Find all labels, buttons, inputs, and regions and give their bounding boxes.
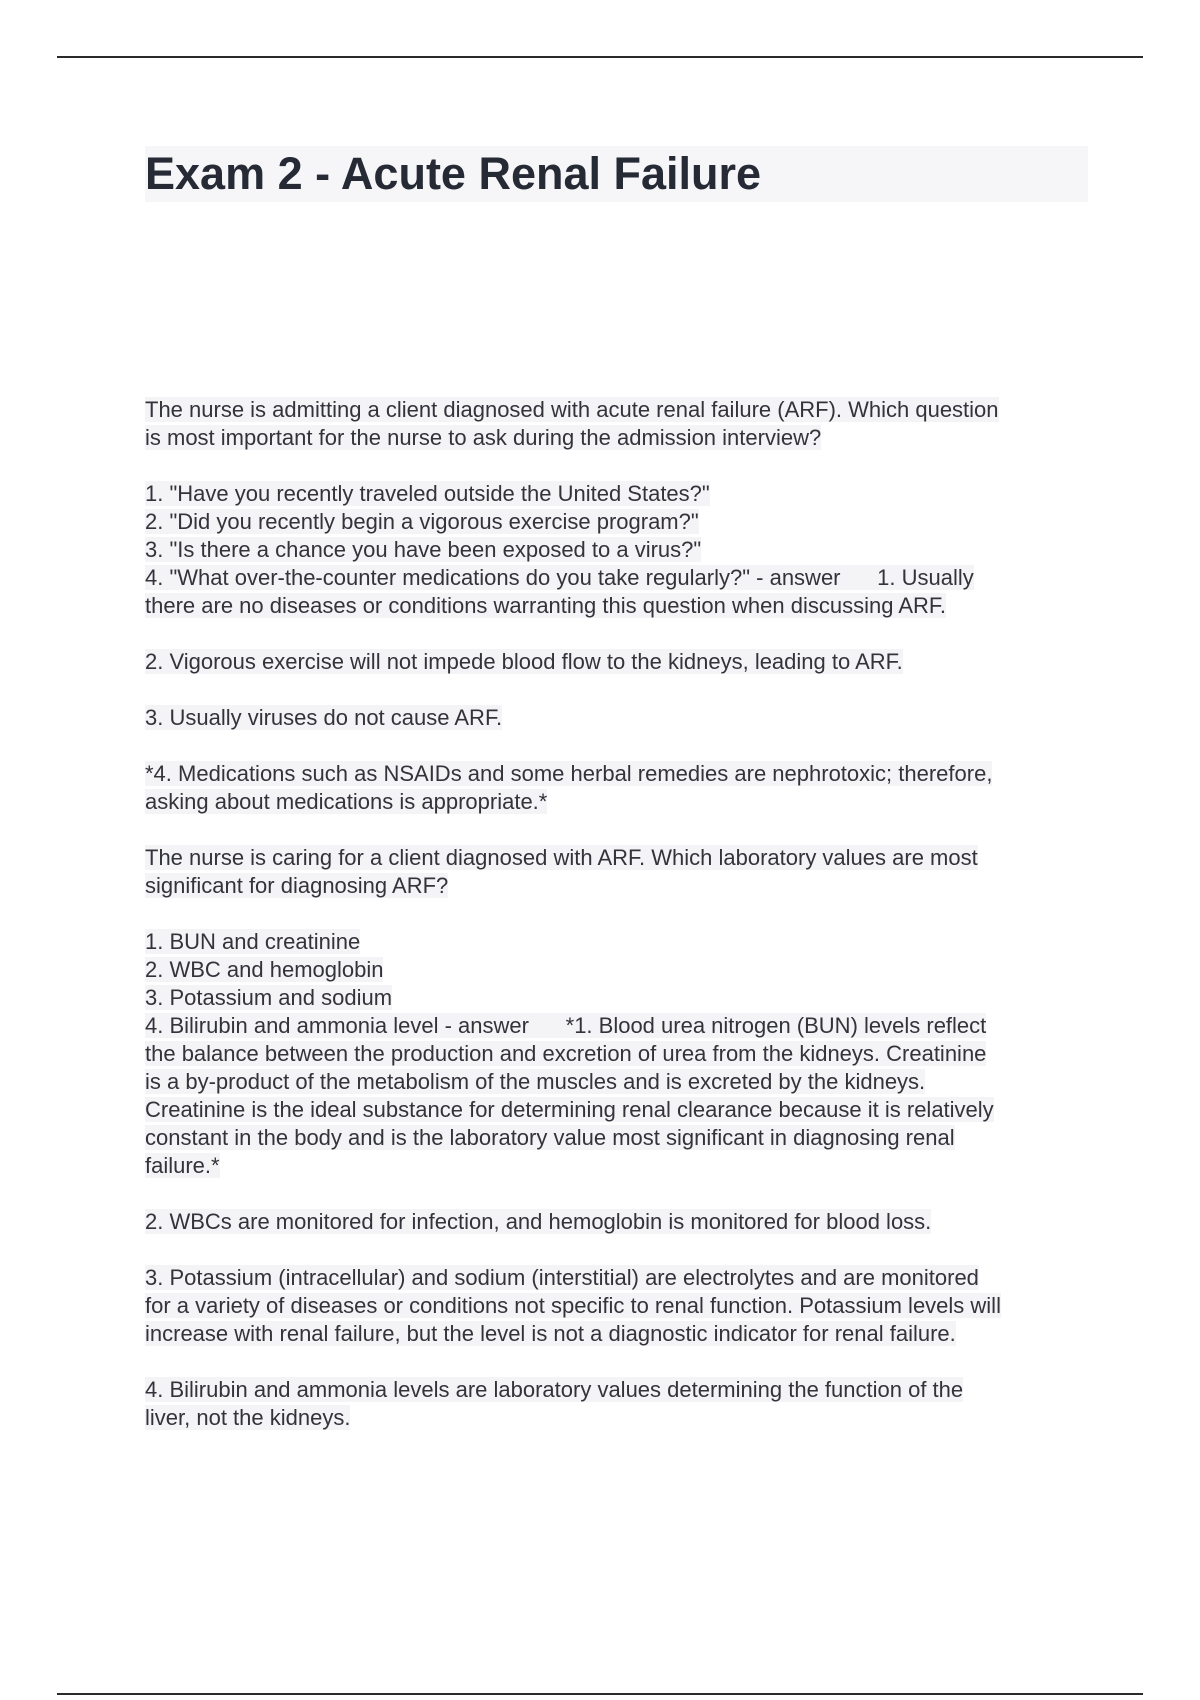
text-line	[145, 872, 1095, 900]
text-line	[145, 984, 1095, 1012]
text-line-content: 2. Vigorous exercise will not impede blood flow to the kidneys, leading to ARF.	[145, 649, 903, 674]
text-line	[145, 396, 1095, 424]
paragraph	[145, 396, 1095, 452]
text-line-content: there are no diseases or conditions warranting this question when discussing ARF.	[145, 593, 947, 618]
paragraph	[145, 760, 1095, 816]
text-line-content: 1. BUN and creatinine	[145, 929, 361, 954]
text-line-content: 1. "Have you recently traveled outside the United States?"	[145, 481, 710, 506]
text-line-content: 2. WBCs are monitored for infection, and hemoglobin is monitored for blood loss.	[145, 1209, 932, 1234]
text-line	[145, 592, 1095, 620]
text-line-content: Creatinine is the ideal substance for determining renal clearance because it is relatively	[145, 1097, 994, 1122]
text-line-content: 3. Potassium and sodium	[145, 985, 393, 1010]
text-line-content: 3. Usually viruses do not cause ARF.	[145, 705, 503, 730]
paragraph	[145, 844, 1095, 900]
text-line-content: 4. "What over-the-counter medications do you take regularly?" - answer 1. Usually	[145, 565, 974, 590]
text-line-content: The nurse is admitting a client diagnosed with acute renal failure (ARF). Which question	[145, 397, 999, 422]
text-line-content: 2. "Did you recently begin a vigorous exercise program?"	[145, 509, 699, 534]
text-line	[145, 1264, 1095, 1292]
text-line	[145, 956, 1095, 984]
paragraph	[145, 928, 1095, 1180]
text-line-content: is most important for the nurse to ask during the admission interview?	[145, 425, 822, 450]
text-line	[145, 844, 1095, 872]
text-line-content: significant for diagnosing ARF?	[145, 873, 449, 898]
text-line-content: the balance between the production and excretion of urea from the kidneys. Creatinine	[145, 1041, 987, 1066]
text-line-content: failure.*	[145, 1153, 220, 1178]
text-line-content: increase with renal failure, but the level is not a diagnostic indicator for renal failure.	[145, 1321, 956, 1346]
text-line	[145, 480, 1095, 508]
text-line	[145, 1376, 1095, 1404]
text-line	[145, 1124, 1095, 1152]
text-line-content: *4. Medications such as NSAIDs and some herbal remedies are nephrotoxic; therefore,	[145, 761, 993, 786]
text-line-content: 3. Potassium (intracellular) and sodium (interstitial) are electrolytes and are monitored	[145, 1265, 979, 1290]
text-line	[145, 648, 1095, 676]
text-line	[145, 1292, 1095, 1320]
text-line-content: for a variety of diseases or conditions not specific to renal function. Potassium levels will	[145, 1293, 1001, 1318]
paragraph	[145, 1376, 1095, 1432]
text-line	[145, 1320, 1095, 1348]
text-line	[145, 1068, 1095, 1096]
text-line-content: asking about medications is appropriate.*	[145, 789, 548, 814]
paragraph	[145, 1264, 1095, 1348]
text-line	[145, 788, 1095, 816]
paragraph	[145, 704, 1095, 732]
text-line	[145, 1152, 1095, 1180]
paragraph	[145, 480, 1095, 620]
text-line-content: constant in the body and is the laboratory value most significant in diagnosing renal	[145, 1125, 955, 1150]
text-line	[145, 424, 1095, 452]
text-line	[145, 928, 1095, 956]
text-line	[145, 1208, 1095, 1236]
text-line	[145, 760, 1095, 788]
top-divider	[57, 56, 1143, 58]
text-line-content: The nurse is caring for a client diagnosed with ARF. Which laboratory values are most	[145, 845, 978, 870]
text-line-content: 4. Bilirubin and ammonia levels are laboratory values determining the function of the	[145, 1377, 964, 1402]
document-body	[145, 396, 1095, 1460]
text-line	[145, 564, 1095, 592]
text-line-content: 4. Bilirubin and ammonia level - answer *1. Blood urea nitrogen (BUN) levels reflect	[145, 1013, 987, 1038]
title-block	[145, 146, 1088, 202]
text-line	[145, 1096, 1095, 1124]
bottom-divider	[57, 1693, 1143, 1695]
text-line	[145, 536, 1095, 564]
text-line	[145, 1040, 1095, 1068]
text-line	[145, 704, 1095, 732]
paragraph	[145, 1208, 1095, 1236]
text-line	[145, 508, 1095, 536]
text-line-content: liver, not the kidneys.	[145, 1405, 351, 1430]
text-line-content: is a by-product of the metabolism of the muscles and is excreted by the kidneys.	[145, 1069, 926, 1094]
document-title: Exam 2 - Acute Renal Failure	[145, 148, 762, 199]
text-line	[145, 1404, 1095, 1432]
text-line	[145, 1012, 1095, 1040]
text-line-content: 2. WBC and hemoglobin	[145, 957, 384, 982]
paragraph	[145, 648, 1095, 676]
text-line-content: 3. "Is there a chance you have been exposed to a virus?"	[145, 537, 702, 562]
